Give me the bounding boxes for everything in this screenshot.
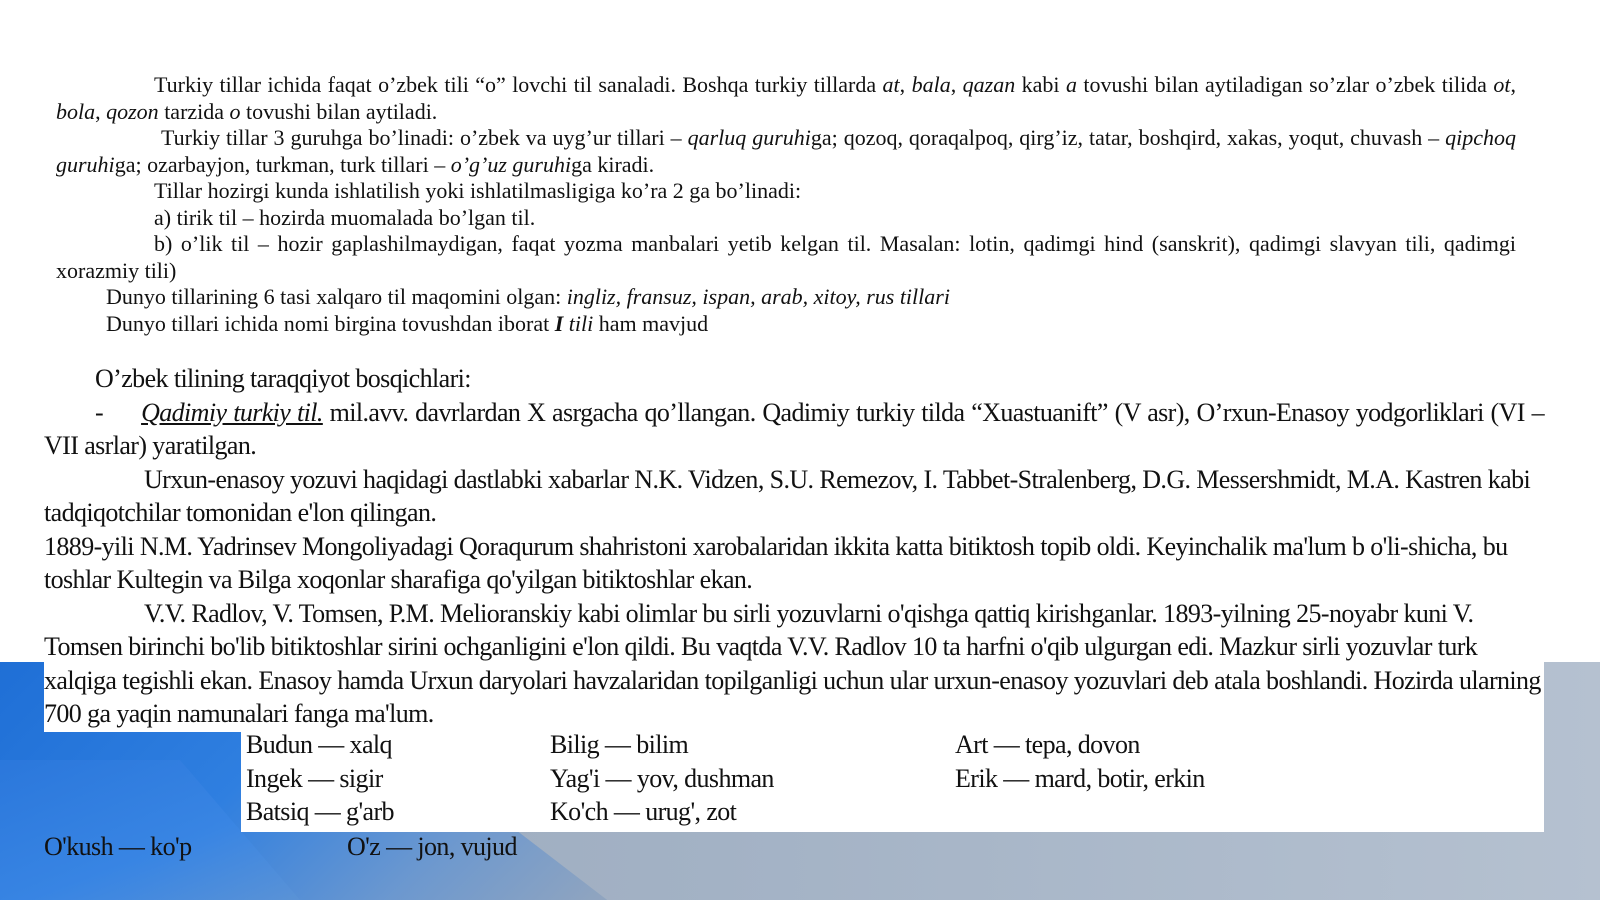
glossary-last-item-2: O'z — jon, vujud xyxy=(347,832,517,861)
paragraph-turkic-groups: Turkiy tillar 3 guruhga bo’linadi: o’zbek va uyg’ur tillari – qarluq guruhiga; qozoq, qoraqalpoq, qirg’iz, tatar, boshqird, xakas, yoqut, chuvash – qipchoq guruhiga; ozarbayjon, turkman, turk tillari – o’g’uz guruhiga kiradi. xyxy=(56,125,1516,177)
glossary-item: Batsiq — g'arb xyxy=(246,797,394,826)
bullet-dash: - xyxy=(95,397,104,427)
paragraph-ancient-turkic: - Qadimiy turkiy til. mil.avv. davrlardan X asrgacha qo’llangan. Qadimiy turkiy tilda “Xuastuanift” (V asr), O’rxun-Enasoy yodgorliklari (VI – VII asrlar) yaratilgan. xyxy=(44,397,1544,460)
glossary-item: Erik — mard, botir, erkin xyxy=(955,763,1205,793)
glossary-item: Bilig — bilim xyxy=(550,730,689,759)
paragraph-usage-division: Tillar hozirgi kunda ishlatilish yoki ishlatilmasligiga ko’ra 2 ga bo’linadi: xyxy=(154,178,802,203)
paragraph-o-lovchi: Turkiy tillar ichida faqat o’zbek tili “o” lovchi til sanaladi. Boshqa turkiy tillarda at, bala, qazan kabi a tovushi bilan aytiladigan so’zlar o’zbek tilida ot, bola, qozon tarzida o tovushi bilan aytiladi. xyxy=(56,72,1516,124)
list-item-living-language: a) tirik til – hozirda muomalada bo’lgan til. xyxy=(154,204,536,230)
development-stages-section xyxy=(44,362,1544,731)
list-item-dead-language: b) o’lik til – hozir gaplashilmaydigan, faqat yozma manbalari yetib kelgan til. Masalan: lotin, qadimgi hind (sanskrit), qadimgi slavyan tili, qadimgi xorazmiy tili) xyxy=(56,231,1516,283)
glossary-col3 xyxy=(955,728,1205,795)
glossary-item: Budun — xalq xyxy=(246,730,392,759)
paragraph-first-reports: Urxun-enasoy yozuvi haqidagi dastlabki xabarlar N.K. Vidzen, S.U. Remezov, I. Tabbet-Stralenberg, D.G. Messershmidt, M.A. Kastren kabi tadqiqotchilar tomonidan e'lon qilingan. xyxy=(44,464,1531,527)
section-heading: O’zbek tilining taraqqiyot bosqichlari: xyxy=(95,364,471,393)
glossary-last-item-1: O'kush — ko'p xyxy=(44,832,192,861)
paragraph-international-languages: Dunyo tillarining 6 tasi xalqaro til maqomini olgan: ingliz, fransuz, ispan, arab, xitoy, rus tillari xyxy=(106,284,950,309)
glossary-panel xyxy=(241,732,1544,832)
paragraph-decipherment: V.V. Radlov, V. Tomsen, P.M. Melioranskiy kabi olimlar bu sirli yozuvlarni o'qishga qattiq kirishganlar. 1893-yilning 25-noyabr kuni V. Tomsen birinchi bo'lib bitiktoshlar sirini ochganligini e'lon qildi. Bu vaqtda V.V. Radlov 10 ta harfni o'qib ulgurgan edi. Mazkur sirli yozuvlar turk xalqiga tegishli ekan. Enasoy hamda Urxun daryolari havzalaridan topilganligi uchun ular urxun-enasoy yozuvlari deb atala boshlandi. Hozirda ularning 700 ga yaqin namunalari fanga ma'lum. xyxy=(44,598,1541,728)
glossary-item: Ingek — sigir xyxy=(246,763,383,793)
paragraph-single-sound-language: Dunyo tillari ichida nomi birgina tovushdan iborat I tili ham mavjud xyxy=(106,310,709,336)
ancient-turkic-link[interactable]: Qadimiy turkiy til. xyxy=(141,397,323,427)
glossary-item: Yag'i — yov, dushman xyxy=(550,763,774,793)
glossary-col2 xyxy=(550,728,774,829)
language-classification-section xyxy=(56,72,1516,337)
paragraph-yadrinsev: 1889-yili N.M. Yadrinsev Mongoliyadagi Qoraqurum shahristoni xarobalaridan ikkita katta bitiktosh topib oldi. Keyinchalik ma'lum b o'li-shicha, bu toshlar Kultegin va Bilga xoqonlar sharafiga qo'yilgan bitiktoshlar ekan. xyxy=(44,531,1508,594)
glossary-col1 xyxy=(246,728,394,829)
glossary-item: Ko'ch — urug', zot xyxy=(550,797,737,826)
glossary-item: Art — tepa, dovon xyxy=(955,730,1140,759)
